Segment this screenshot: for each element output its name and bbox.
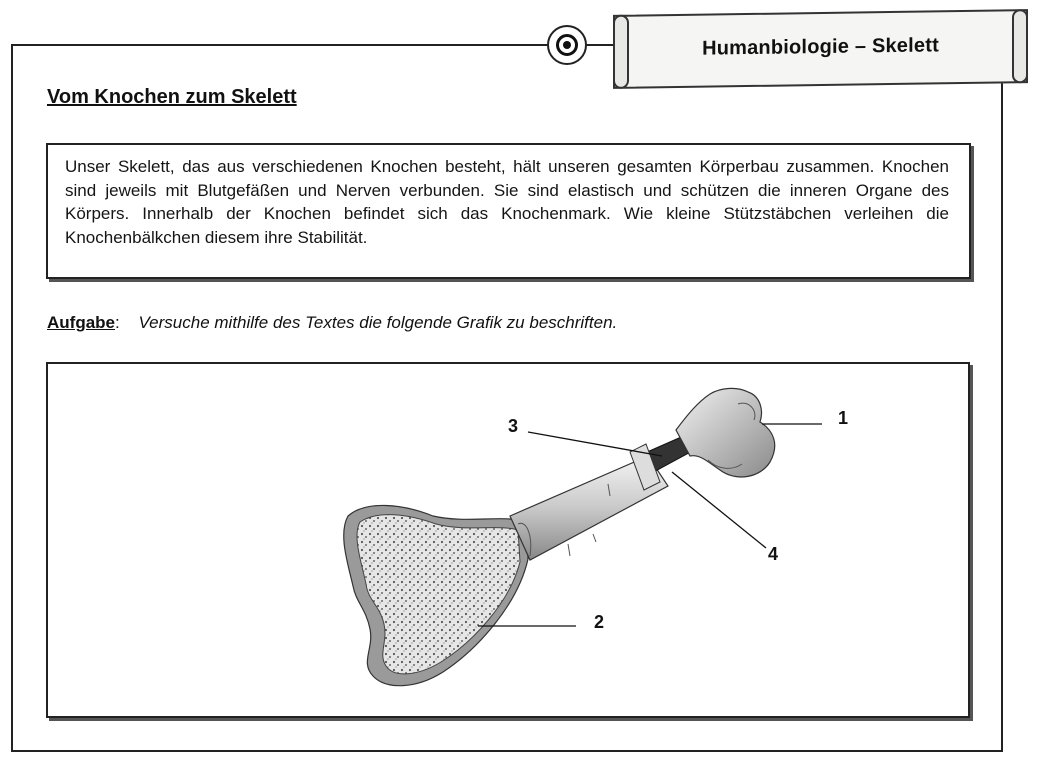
leader-line-3	[528, 432, 662, 456]
page-title: Vom Knochen zum Skelett	[47, 86, 297, 108]
bone-figure	[46, 362, 970, 718]
topic-title: Humanbiologie – Skelett	[702, 34, 939, 60]
target-icon	[547, 25, 587, 65]
bone-distal-end	[344, 505, 528, 685]
intro-text-box	[46, 143, 971, 279]
label-number-4: 4	[768, 544, 779, 564]
leader-line-4	[672, 472, 766, 548]
task-line	[47, 313, 617, 333]
topic-banner	[613, 9, 1028, 89]
task-label: Aufgabe	[47, 313, 115, 332]
task-colon: :	[115, 313, 120, 332]
label-number-2: 2	[594, 612, 605, 632]
task-text: Versuche mithilfe des Textes die folgende Grafik zu beschriften.	[138, 313, 618, 332]
label-number-3: 3	[508, 416, 519, 436]
bone-illustration	[48, 364, 970, 718]
bone-proximal-head	[676, 388, 775, 477]
label-number-1: 1	[838, 408, 849, 428]
intro-text: Unser Skelett, das aus verschiedenen Knochen besteht, hält unseren gesamten Körperbau zusammen. Knochen sind jeweils mit Blutgefäßen und Nerven verbunden. Sie sind elastisch und schützen die inneren Organe des Körpers. Innerhalb der Knochen befindet sich das Knochenmark. Wie kleine Stützstäbchen verleihen die Knochenbälkchen diesem ihre Stabilität.	[65, 157, 949, 247]
